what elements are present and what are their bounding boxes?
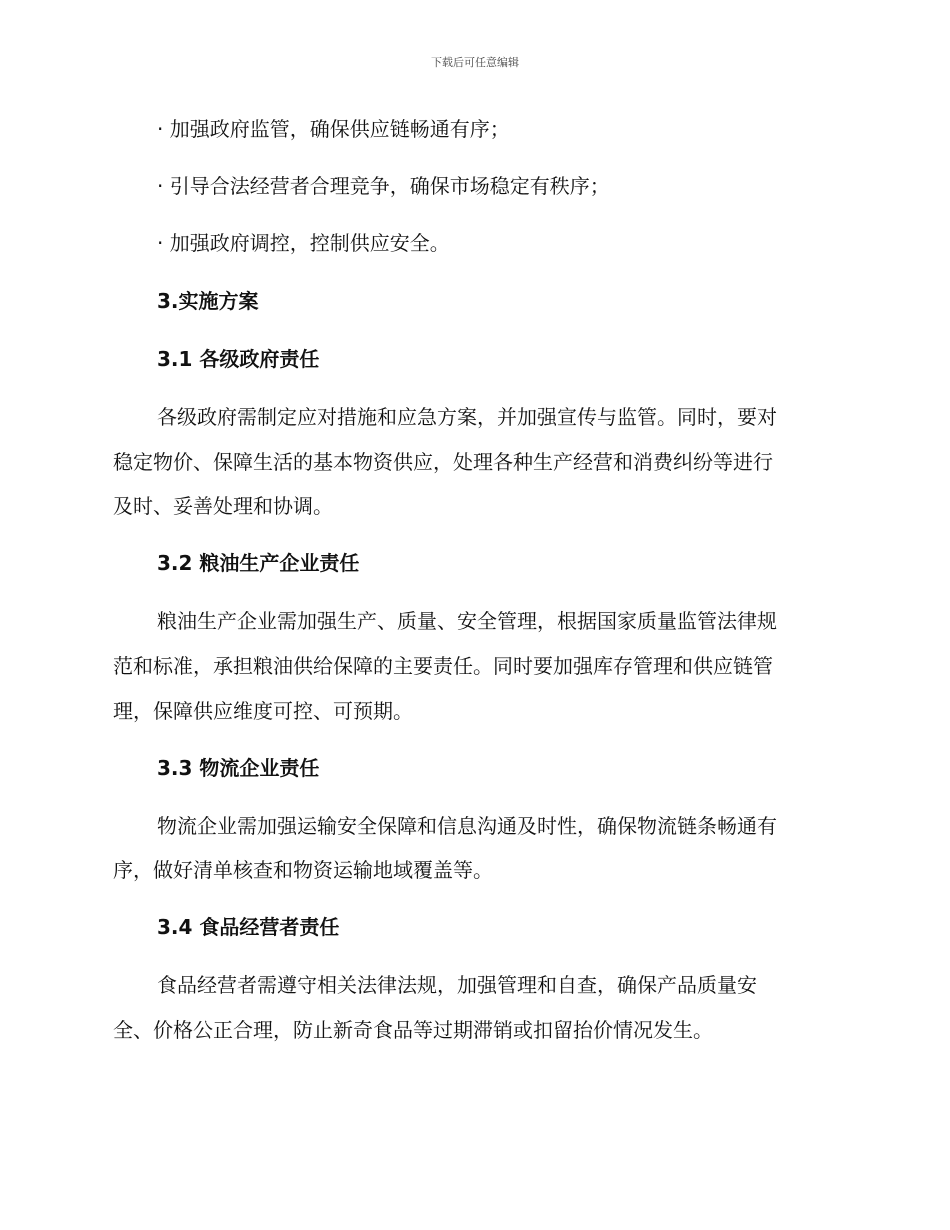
- page-header: 下载后可任意编辑: [431, 56, 519, 69]
- section-title: 3.实施方案: [157, 289, 259, 313]
- subsection-heading: 3.4 食品经营者责任: [157, 915, 340, 939]
- bullet-item: · 加强政府调控，控制供应安全。: [157, 231, 450, 255]
- paragraph-line: 粮油生产企业需加强生产、质量、安全管理，根据国家质量监管法律规: [157, 609, 777, 633]
- paragraph-line: 各级政府需制定应对措施和应急方案，并加强宣传与监管。同时，要对: [157, 405, 777, 429]
- paragraph-line: 稳定物价、保障生活的基本物资供应，处理各种生产经营和消费纠纷等进行: [113, 450, 773, 474]
- paragraph-line: 物流企业需加强运输安全保障和信息沟通及时性，确保物流链条畅通有: [157, 814, 777, 838]
- subsection-heading: 3.3 物流企业责任: [157, 756, 320, 780]
- bullet-item: · 加强政府监管，确保供应链畅通有序；: [157, 117, 510, 141]
- paragraph-line: 范和标准，承担粮油供给保障的主要责任。同时要加强库存管理和供应链管: [113, 654, 773, 678]
- paragraph-line: 食品经营者需遵守相关法律法规，加强管理和自查，确保产品质量安: [157, 973, 757, 997]
- bullet-item: · 引导合法经营者合理竞争，确保市场稳定有秩序；: [157, 174, 610, 198]
- paragraph-line: 序，做好清单核查和物资运输地域覆盖等。: [113, 858, 493, 882]
- paragraph-line: 理，保障供应维度可控、可预期。: [113, 699, 413, 723]
- subsection-heading: 3.1 各级政府责任: [157, 347, 320, 371]
- paragraph-line: 及时、妥善处理和协调。: [113, 494, 333, 518]
- paragraph-line: 全、价格公正合理，防止新奇食品等过期滞销或扣留抬价情况发生。: [113, 1018, 713, 1042]
- subsection-heading: 3.2 粮油生产企业责任: [157, 551, 360, 575]
